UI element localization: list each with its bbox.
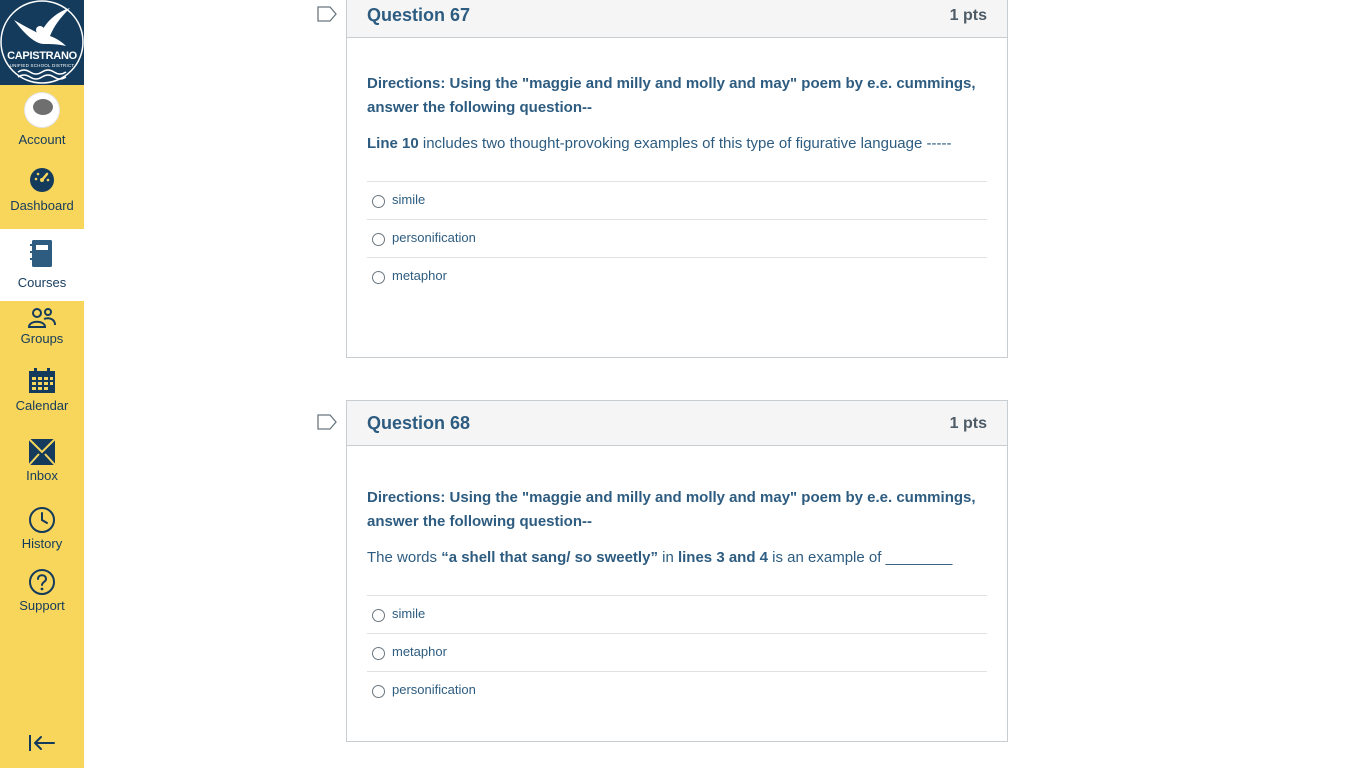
question-body [347,446,1007,710]
answer-option[interactable] [367,634,987,672]
question-points: 1 pts [949,415,987,432]
question-card [346,0,1008,358]
inbox-icon [28,438,56,466]
nav-inbox-label: Inbox [26,468,58,483]
nav-groups[interactable] [0,307,84,351]
answer-label: metaphor [392,644,447,659]
radio-button[interactable] [372,685,385,698]
answer-option[interactable] [367,220,987,258]
question-body [347,38,1007,296]
nav-calendar[interactable] [0,368,84,420]
answer-list [367,181,987,296]
prompt-line-ref: lines 3 and 4 [677,549,769,566]
calendar-icon [28,368,56,394]
nav-courses[interactable] [0,229,84,301]
radio-button[interactable] [372,609,385,622]
collapse-nav-icon[interactable] [28,733,56,753]
radio-button[interactable] [372,195,385,208]
dashboard-icon [28,166,56,194]
support-icon [28,568,56,596]
answer-label: personification [392,230,476,245]
prompt-text: The words [367,549,442,566]
radio-button[interactable] [372,271,385,284]
radio-button[interactable] [372,233,385,246]
prompt-text: includes two thought-provoking examples of this type of figurative language ----- [418,135,952,152]
groups-icon [27,307,57,329]
question-directions: Directions: Using the "maggie and milly and molly and may" poem by e.e. cummings, answer the following question-- [367,75,976,116]
radio-button[interactable] [372,647,385,660]
swallow-logo-icon [0,0,84,85]
courses-icon [28,239,56,269]
question-points: 1 pts [949,7,987,24]
question-title: Question 68 [367,413,471,433]
flag-question-icon[interactable] [317,414,337,430]
nav-history-label: History [21,536,63,551]
prompt-text: in [657,549,678,566]
answer-label: metaphor [392,268,447,283]
question-card [346,400,1008,742]
nav-dashboard-label: Dashboard [10,198,74,213]
answer-label: personification [392,682,476,697]
nav-courses-label: Courses [17,275,67,290]
question-header [347,0,1007,38]
prompt-line-ref: Line 10 [367,135,419,152]
answer-list [367,595,987,710]
logo-title: CAPISTRANO [7,50,77,62]
district-logo[interactable] [0,0,84,85]
question-prompt [367,546,987,570]
answer-option[interactable] [367,672,987,710]
nav-history[interactable] [0,506,84,554]
nav-support[interactable] [0,568,84,616]
nav-account-label: Account [18,132,66,147]
global-nav [0,0,84,768]
answer-label: simile [392,192,426,207]
nav-support-label: Support [19,598,65,613]
avatar-icon [24,92,60,128]
question-prompt [367,132,987,156]
answer-option[interactable] [367,182,987,220]
answer-option[interactable] [367,596,987,634]
logo-subtitle: UNIFIED SCHOOL DISTRICT [9,63,75,68]
history-icon [28,506,56,534]
nav-dashboard[interactable] [0,166,84,226]
nav-account[interactable] [0,92,84,152]
flag-question-icon[interactable] [317,6,337,22]
nav-groups-label: Groups [20,331,64,346]
question-title: Question 67 [367,5,471,25]
answer-option[interactable] [367,258,987,296]
prompt-quote: “a shell that sang/ so sweetly” [441,549,658,566]
nav-inbox[interactable] [0,438,84,492]
question-header [347,401,1007,446]
prompt-text: is an example of ________ [768,549,953,566]
nav-calendar-label: Calendar [15,398,69,413]
answer-label: simile [392,606,426,621]
question-directions: Directions: Using the "maggie and milly and molly and may" poem by e.e. cummings, answer the following question-- [367,489,976,530]
